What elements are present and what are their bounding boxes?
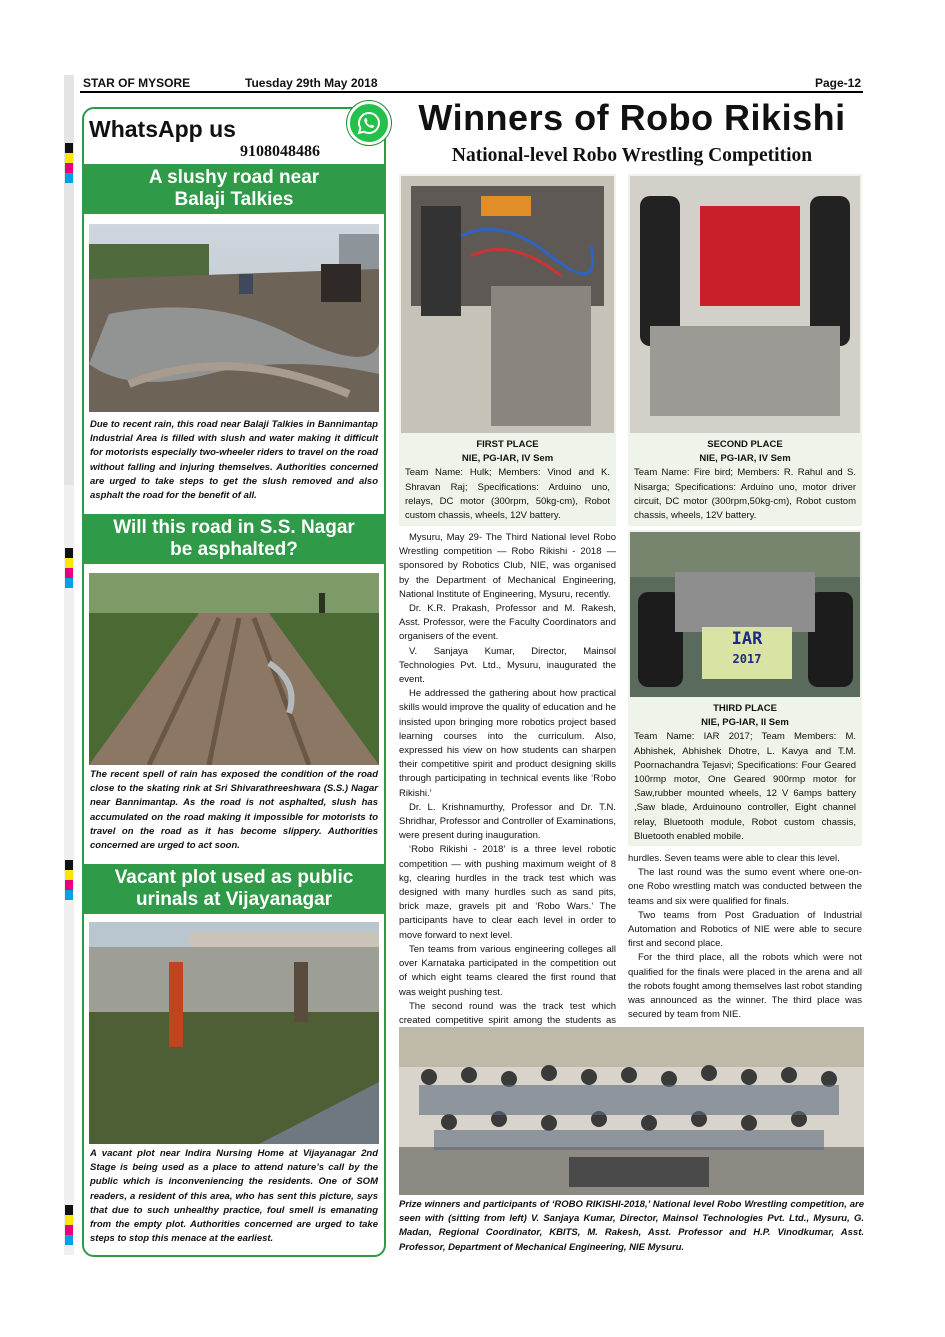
story-headline-line: Will this road in S.S. Nagar [113,517,355,538]
robot-label [702,627,792,679]
robot-label-line: 2017 [732,652,762,666]
place-specs: Team Name: Fire bird; Members: R. Rahul and S. Nisarga; Specifications: Arduino uno, motor driver circuit, DC motor (300rpm,50kg-cm), Robot custom chassis, wheels, 12V battery. [634,467,856,522]
whatsapp-phone: 9108048486 [240,143,320,160]
place-details [405,438,610,523]
place-specs: Team Name: Hulk; Members: Vinod and K. Shravan Raj; Specifications: Arduino uno, relays, DC motor (300rpm, 50kg-cm), Robot custom chassis, wheels, 12V battery. [405,467,610,522]
photo-first-place-robot [401,176,614,433]
article-paragraph: Mysuru, May 29- The Third National level Robo Wrestling competition — Robo Rikishi - 2018 — sponsored by Robotics Club, NIE, was organised by the Department of Mechanical Engineering, National Institute of Engineering, Mysuru, recently. [399,532,616,600]
article-paragraph: The last round was the sumo event where one-on-one Robo wrestling match was conducted between the teams and six were qualified for finals. [628,867,862,907]
robot-label-line: IAR [731,629,763,649]
story-headline-line: A slushy road near [148,167,320,188]
place-title: THIRD PLACE [713,703,777,714]
color-registration-mark [65,548,73,608]
article-paragraph: He addressed the gathering about how practical skills would improve the quality of education and he insisted upon bringing more robotics project based learning courses into the curriculum. Also, expressed his view on how students can sharpen their competitive spirit and product designing skills through participating in technical events like ‘Robo Rikishi.’ [399,688,616,799]
story-headline-band [82,514,386,564]
photo-third-place-robot [630,532,860,697]
place-title: FIRST PLACE [476,439,539,450]
story-headline-line: urinals at Vijayanagar [135,889,333,910]
article-paragraph: Two teams from Post Graduation of Industrial Automation and Robotics of NIE were able to secure first and second place. [628,909,862,950]
whatsapp-icon [347,101,391,145]
issue-date: Tuesday 29th May 2018 [245,76,378,90]
story-caption: The recent spell of rain has exposed the condition of the road close to the skating rink at Sri Shivarathreeshwara (S.S.) Nagar near Bannimantap. As the road is not asphalted, slush has accumulated on the road making it impossible for motorists to travel on the road as it has become slippery. Authorities concerned are urged to act soon. [90,769,378,852]
place-title: SECOND PLACE [707,439,783,450]
story-caption: Due to recent rain, this road near Balaji Talkies in Bannimantap Industrial Area is filled with slush and water making it difficult for motorists especially two-wheeler riders to travel on the road without falling and injuring themselves. Authorities concerned are urged to take steps to get the slush removed and also asphalt the road for the benefit of all. [90,419,378,502]
place-subtitle: NIE, PG-IAR, IV Sem [699,453,791,465]
article-title: Winners of Robo Rikishi [418,97,846,138]
place-subtitle: NIE, PG-IAR, IV Sem [461,453,554,465]
article-paragraph: Dr. L. Krishnamurthy, Professor and Dr. T.N. Shridhar, Professor and Controller of Examinations, were present during inauguration. [399,801,616,842]
place-details [634,702,856,844]
photo-ss-nagar-road [89,573,379,765]
group-photo-caption: Prize winners and participants of ‘ROBO RIKISHI-2018,’ National level Robo Wrestling competition, are seen with (sitting from left) V. Sanjaya Kumar, Director, Mainsol Technologies Pvt. Ltd., Mysuru, G. Madan, Regional Coordinator, KBITS, M. Rakesh, Asst. Professor and H.P. Vinodkumar, Asst. Professor, Department of Mechanical Engineering, NIE Mysuru. [399,1199,864,1253]
margin-bar [64,75,74,485]
article-paragraph: hurdles. Seven teams were able to clear this level. [628,853,840,864]
article-paragraph: The second round was the track test which created competitive spirit among the students as [399,1000,616,1026]
place-box [628,530,862,846]
place-box [628,174,862,526]
article-paragraph: ‘Robo Rikishi - 2018’ is a three level robotic competition — with pushing maximum weight of 8 kg, clearing hurdles in the track test which was designed with many hurdles such as sand pits, brick maze, gravels pit and ‘Robo Wars.’ The participants have to clear each level in order to move forward to next level. [399,844,616,941]
article-body-column-1 [399,531,616,1057]
place-specs: Team Name: IAR 2017; Team Members: M. Abhishek, Abhishek Dhotre, L. Kavya and T.M. Poornachandra Tejasvi; Specifications: Four Geared 100rmp motor, One Geared 900rmp motor for Saw,rubber mounted wheels, 12 V 6amps battery ,Saw blade, Arduinouno controller, Eight channel relay, Bluetooth module, Robot custom chassis, Bluetooth enabled mobile. [634,731,856,842]
article-paragraph: V. Sanjaya Kumar, Director, Mainsol Technologies Pvt. Ltd., Mysuru, inaugurated the event. [399,645,616,686]
photo-vacant-plot [89,922,379,1144]
color-registration-mark [65,860,73,920]
header-rule [80,91,863,93]
article-body-column-2 [628,852,862,1022]
article-paragraph: Dr. K.R. Prakash, Professor and M. Rakesh, Asst. Professor, were the Faculty Coordinators and organisers of the event. [399,603,616,643]
whatsapp-title: WhatsApp us [89,116,236,142]
color-registration-mark [65,1205,73,1265]
place-box [399,174,616,526]
story-caption: A vacant plot near Indira Nursing Home at Vijayanagar 2nd Stage is being used as a place to attend nature’s call by the public which is inconveniencing the residents. One of SOM readers, a resident of this area, who has sent this picture, says that due to such unhealthy practice, foul smell is emanating from the empty plot. Authorities concerned are urged to take steps to stop this menace at the earliest. [90,1148,378,1245]
place-subtitle: NIE, PG-IAR, II Sem [701,717,789,729]
color-registration-mark [65,143,73,203]
story-headline-line: be asphalted? [170,539,298,560]
article-paragraph: For the third place, all the robots which were not qualified for the finals were placed in the arena and all the robots fought among themselves last robot standing was announced as the winner. The third place was secured by team from NIE. [628,952,862,1021]
photo-group-participants [399,1027,864,1195]
publication-name: STAR OF MYSORE [83,76,191,90]
story-headline-band [82,864,386,914]
story-headline-line: Vacant plot used as public [114,867,354,888]
story-headline-band [82,164,386,214]
place-details [634,438,856,523]
article-subtitle: National-level Robo Wrestling Competition [451,145,813,166]
photo-slushy-road [89,224,379,412]
story-headline-line: Balaji Talkies [174,189,294,210]
page-number: Page-12 [814,76,861,90]
article-paragraph: Ten teams from various engineering colleges all over Karnataka participated in the competition out of which eight teams cleared the first round that was weight pushing test. [399,943,616,998]
photo-second-place-robot [630,176,860,433]
